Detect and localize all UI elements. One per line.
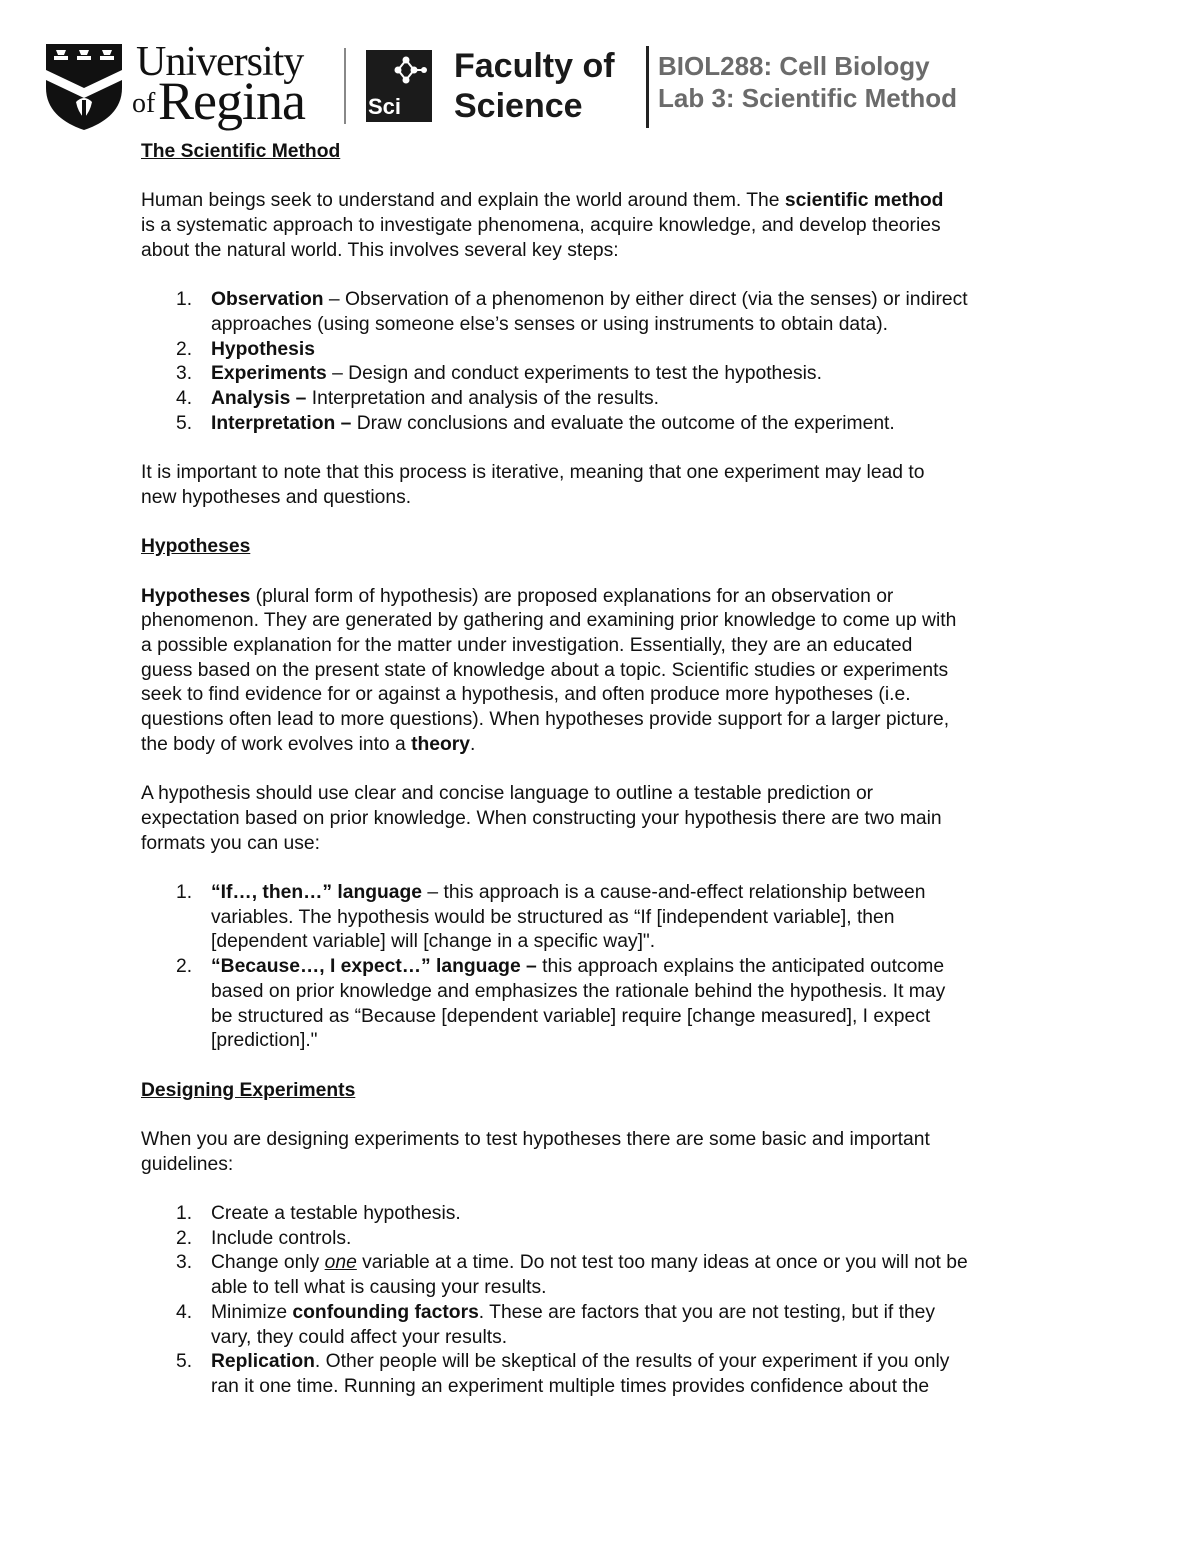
faculty-name-line2: Science bbox=[454, 87, 583, 125]
text-run: Human beings seek to understand and explain the world around them. The bbox=[141, 190, 785, 212]
paragraph-line: seek to find evidence for or against a hypothesis, and often produce more hypotheses (i.e. bbox=[141, 684, 911, 706]
text-run: able to tell what is causing your results. bbox=[211, 1277, 547, 1299]
paragraph-line: It is important to note that this process is iterative, meaning that one experiment may lead to bbox=[141, 462, 925, 484]
list-number: 2. bbox=[176, 1227, 193, 1249]
text-run: this approach explains the anticipated outcome bbox=[536, 956, 945, 978]
paragraph-line: formats you can use: bbox=[141, 832, 320, 854]
bold-term: “If…, then…” language bbox=[211, 881, 423, 903]
text-run: . bbox=[470, 733, 476, 755]
guidelines-list bbox=[141, 1202, 1071, 1400]
bold-term: Experiments bbox=[211, 363, 327, 385]
list-number: 1. bbox=[176, 289, 193, 311]
bold-term: Hypotheses bbox=[141, 585, 251, 607]
paragraph-line: guidelines: bbox=[141, 1153, 234, 1175]
paragraph bbox=[141, 733, 1071, 758]
list-number: 4. bbox=[176, 1301, 193, 1323]
bold-term: scientific method bbox=[784, 190, 944, 212]
text-run: (plural form of hypothesis) are proposed explanations for an observation or bbox=[250, 585, 894, 607]
text-run: . Other people will be skeptical of the results of your experiment if you only bbox=[314, 1351, 950, 1373]
list-number: 4. bbox=[176, 388, 193, 409]
lab-title: Lab 3: Scientific Method bbox=[658, 83, 958, 113]
bold-term: Interpretation – bbox=[211, 412, 352, 434]
paragraph-line: expectation based on prior knowledge. When constructing your hypothesis there are two main bbox=[141, 807, 942, 829]
paragraph-line: questions often lead to more questions). When hypotheses provide support for a larger picture, bbox=[141, 709, 950, 731]
text-run: Interpretation and analysis of the results. bbox=[306, 388, 660, 409]
faculty-name bbox=[454, 46, 615, 126]
list-item bbox=[141, 1350, 1071, 1399]
university-shield-icon bbox=[44, 42, 124, 130]
course-title bbox=[658, 50, 957, 114]
formats-list bbox=[141, 881, 1071, 1054]
header-divider-bold bbox=[646, 46, 649, 128]
bold-term: Observation bbox=[211, 289, 324, 311]
text-run: approaches (using someone else’s senses or using instruments to obtain data). bbox=[211, 313, 889, 335]
sci-badge-label: Sci bbox=[368, 94, 402, 119]
paragraph-line: When you are designing experiments to test hypotheses there are some basic and important bbox=[141, 1128, 930, 1150]
list-number: 5. bbox=[176, 412, 193, 434]
list-number: 5. bbox=[176, 1351, 193, 1373]
text-run: Minimize bbox=[211, 1301, 293, 1323]
list-item bbox=[141, 1202, 1071, 1227]
list-item bbox=[141, 362, 1071, 387]
paragraph-line: guess based on the present state of knowledge about a topic. Scientific studies or experiments bbox=[141, 659, 949, 681]
text-run: Change only bbox=[211, 1252, 325, 1274]
paragraph-line: new hypotheses and questions. bbox=[141, 486, 412, 508]
list-item bbox=[141, 1301, 1071, 1350]
emphasis-term: one bbox=[324, 1252, 357, 1274]
text-run: – Observation of a phenomenon by either direct (via the senses) or indirect bbox=[323, 289, 968, 311]
university-name-of: of bbox=[132, 88, 156, 119]
university-name-line2: Regina bbox=[158, 71, 305, 131]
bold-term: theory bbox=[411, 733, 471, 755]
text-run: vary, they could affect your results. bbox=[211, 1326, 508, 1348]
text-run: [dependent variable] will [change in a specific way]". bbox=[211, 931, 656, 953]
list-item bbox=[141, 955, 1071, 1054]
section-heading-scientific-method: The Scientific Method bbox=[141, 141, 341, 162]
list-item bbox=[141, 1227, 1071, 1252]
paragraph-line: a possible explanation for the matter under investigation. Essentially, they are an educated bbox=[141, 634, 913, 656]
list-number: 3. bbox=[176, 363, 193, 385]
text-run: [prediction]." bbox=[211, 1030, 318, 1052]
course-code: BIOL288: Cell Biology bbox=[658, 51, 930, 81]
text-run: Draw conclusions and evaluate the outcome of the experiment. bbox=[351, 412, 895, 434]
list-number: 2. bbox=[176, 338, 193, 360]
paragraph-line: is a systematic approach to investigate phenomena, acquire knowledge, and develop theories bbox=[141, 215, 941, 237]
list-item bbox=[141, 338, 1071, 363]
text-run: variable at a time. Do not test too many ideas at once or you will not be bbox=[356, 1252, 968, 1274]
paragraph-line: phenomenon. They are generated by gathering and examining prior knowledge to come up with bbox=[141, 610, 957, 632]
list-item bbox=[141, 881, 1071, 955]
faculty-name-line1: Faculty of bbox=[454, 47, 615, 85]
text-run: based on prior knowledge and emphasizes the rationale behind the hypothesis. It may bbox=[211, 980, 946, 1002]
text-run: – this approach is a cause-and-effect relationship between bbox=[422, 881, 926, 903]
paragraph-line: A hypothesis should use clear and concise language to outline a testable prediction or bbox=[141, 783, 874, 805]
text-run: variables. The hypothesis would be structured as “If [independent variable], then bbox=[211, 906, 895, 928]
list-item bbox=[141, 387, 1071, 412]
text-run: – Design and conduct experiments to test the hypothesis. bbox=[326, 363, 822, 385]
paragraph bbox=[141, 189, 1071, 214]
list-item bbox=[141, 288, 1071, 337]
steps-list bbox=[141, 288, 1071, 436]
text-run: the body of work evolves into a bbox=[141, 733, 412, 755]
bold-term: Hypothesis bbox=[211, 338, 315, 360]
paragraph bbox=[141, 585, 1071, 610]
section-heading-designing-experiments: Designing Experiments bbox=[141, 1079, 356, 1101]
list-item bbox=[141, 1251, 1071, 1300]
list-number: 3. bbox=[176, 1252, 193, 1274]
list-number: 1. bbox=[176, 1203, 193, 1225]
bold-term: confounding factors bbox=[292, 1301, 479, 1323]
header-divider bbox=[344, 48, 346, 124]
text-run: Include controls. bbox=[211, 1227, 352, 1249]
section-heading-hypotheses: Hypotheses bbox=[141, 536, 251, 558]
text-run: . These are factors that you are not testing, but if they bbox=[478, 1301, 936, 1323]
bold-term: “Because…, I expect…” language – bbox=[211, 956, 537, 978]
document-body bbox=[141, 140, 1071, 1400]
text-run: ran it one time. Running an experiment multiple times provides confidence about the bbox=[211, 1376, 930, 1397]
university-name-line1: University bbox=[136, 39, 304, 85]
bold-term: Analysis – bbox=[211, 388, 307, 409]
bold-term: Replication bbox=[211, 1351, 315, 1373]
text-run: be structured as “Because [dependent variable] require [change measured], I expect bbox=[211, 1005, 931, 1027]
faculty-of-science-logo bbox=[366, 50, 432, 122]
paragraph-line: about the natural world. This involves several key steps: bbox=[141, 239, 619, 261]
text-run: Create a testable hypothesis. bbox=[211, 1203, 461, 1225]
list-number: 2. bbox=[176, 956, 193, 978]
page-header bbox=[44, 40, 1064, 132]
list-item bbox=[141, 412, 1071, 437]
list-number: 1. bbox=[176, 881, 193, 903]
